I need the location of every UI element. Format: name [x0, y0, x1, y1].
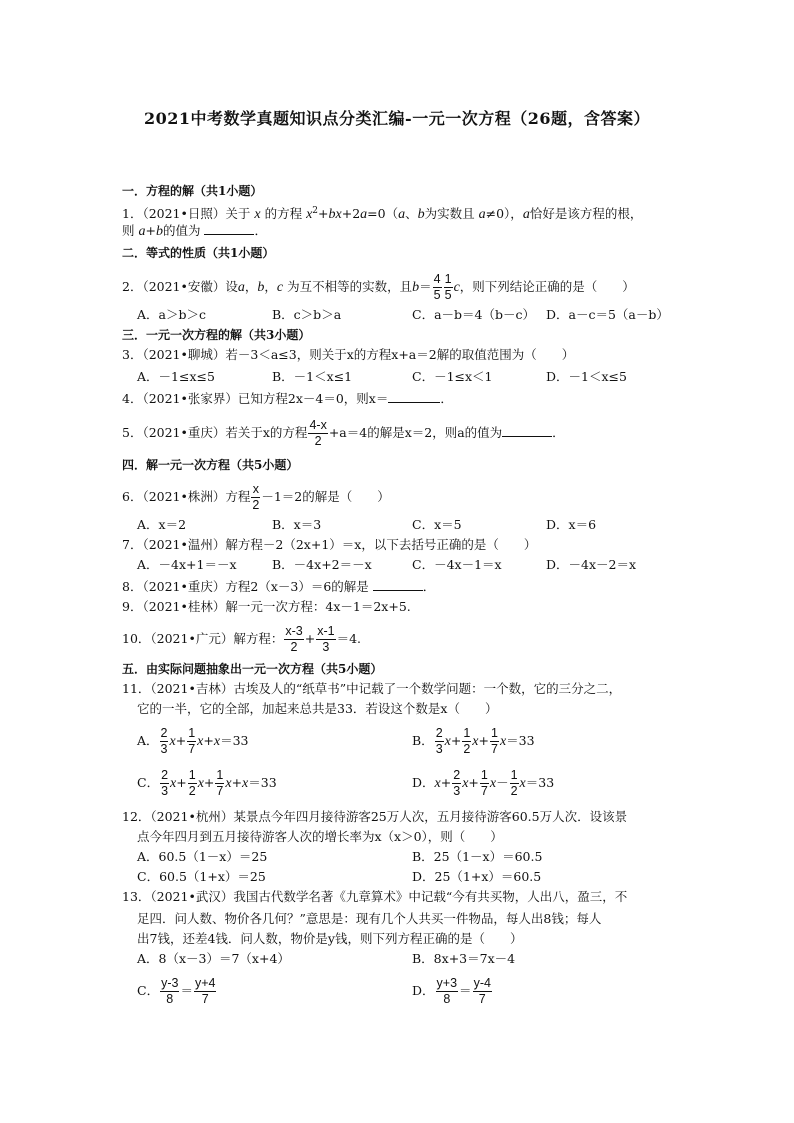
question-10: 10．（2021•广元）解方程： $\frac{x-3}{2}$ + $\frac{x-1}{3}$ ＝4.	[122, 624, 362, 654]
q6-option-a[interactable]: A．x＝2	[137, 517, 187, 532]
q11-option-c[interactable]: C． $\frac{2}{3}$ x+ $\frac{1}{2}$ x+ $\frac{1}{7}$ x+x＝33	[137, 768, 277, 798]
q3-option-a[interactable]: A．－1≤x≤5	[137, 369, 215, 384]
question-7: 7．（2021•温州）解方程－2（2x+1）＝x，以下去括号正确的是（ ）	[122, 537, 537, 552]
section-heading-2: 二．等式的性质（共1小题）	[122, 246, 275, 260]
section-heading-1: 一．方程的解（共1小题）	[122, 184, 263, 198]
q12-option-a[interactable]: A．60.5（1－x）＝25	[137, 849, 268, 864]
q11-option-a[interactable]: A． $\frac{2}{3}$ x+ $\frac{1}{7}$ x+x＝33	[137, 726, 249, 756]
q7-option-b[interactable]: B．－4x+2＝－x	[272, 557, 372, 572]
question-11-line2: 它的一半，它的全部，加起来总共是33．若设这个数是x（ ）	[137, 701, 498, 716]
q13-option-a[interactable]: A．8（x－3）＝7（x+4）	[137, 951, 290, 966]
q13-option-c[interactable]: C． $\frac{y-3}{8}$ ＝ $\frac{y+4}{7}$	[137, 976, 216, 1006]
q3-option-d[interactable]: D．－1＜x≤5	[546, 369, 627, 384]
q2-option-c[interactable]: C．a－b＝4（b－c）	[412, 307, 535, 322]
document-title: 2021中考数学真题知识点分类汇编-一元一次方程（26题，含答案）	[144, 109, 650, 128]
question-5: 5．（2021•重庆）若关于x的方程 $\frac{4-x}{2}$ +a＝4的解是x＝2，则a的值为 ．	[122, 418, 565, 448]
question-1-line2: 则 a+b的值为 ．	[122, 223, 267, 239]
question-12-line2: 点今年四月到五月接待游客人次的增长率为x（x＞0），则（ ）	[137, 829, 503, 844]
q3-option-c[interactable]: C．－1≤x＜1	[412, 369, 493, 384]
q7-option-a[interactable]: A．－4x+1＝－x	[137, 557, 237, 572]
question-6: 6．（2021•株洲）方程 $\frac{x}{2}$ －1＝2的解是（ ）	[122, 482, 390, 512]
answer-blank[interactable]	[204, 222, 254, 235]
q7-option-d[interactable]: D．－4x－2＝x	[546, 557, 637, 572]
answer-blank[interactable]	[373, 578, 423, 591]
q6-option-c[interactable]: C．x＝5	[412, 517, 462, 532]
q12-option-d[interactable]: D．25（1+x）＝60.5	[412, 869, 542, 884]
q2-option-a[interactable]: A．a＞b＞c	[137, 307, 206, 322]
q11-option-d[interactable]: D．x+ $\frac{2}{3}$ x+ $\frac{1}{7}$ x－ $\frac{1}{2}$ x＝33	[412, 768, 555, 798]
q13-option-d[interactable]: D． $\frac{y+3}{8}$ ＝ $\frac{y-4}{7}$	[412, 976, 491, 1006]
q2-option-d[interactable]: D．a－c＝5（a－b）	[546, 307, 669, 322]
question-13-line2: 足四．问人数、物价各几何？”意思是：现有几个人共买一件物品，每人出8钱；每人	[137, 911, 602, 926]
q6-option-b[interactable]: B．x＝3	[272, 517, 322, 532]
question-9: 9．（2021•桂林）解一元一次方程：4x－1＝2x+5.	[122, 599, 411, 614]
answer-blank[interactable]	[388, 390, 440, 403]
q3-option-b[interactable]: B．－1＜x≤1	[272, 369, 353, 384]
question-13-line1: 13．（2021•武汉）我国古代数学名著《九章算术》中记载“今有共买物，人出八，盈三，不	[122, 889, 628, 904]
question-4: 4．（2021•张家界）已知方程2x－4＝0，则x＝ ．	[122, 391, 453, 406]
question-2: 2．（2021•安徽）设a，b，c 为互不相等的实数，且b＝ $\frac{4}{5}$ $\frac{1}{5}$ c，则下列结论正确的是（ ）	[122, 272, 635, 302]
question-1: 1．（2021•日照）关于 x 的方程 $x^2+bx+2a=0(a$、b为实数且 a≠0），a恰好是该方程的根，	[122, 206, 643, 223]
q2-option-b[interactable]: B．c＞b＞a	[272, 307, 342, 322]
question-11-line1: 11．（2021•吉林）古埃及人的“纸草书”中记载了一个数学问题：一个数，它的三分之二，	[122, 681, 622, 696]
section-heading-4: 四．解一元一次方程（共5小题）	[122, 458, 299, 472]
question-3: 3．（2021•聊城）若－3＜a≤3，则关于x的方程x+a＝2解的取值范围为（ ）	[122, 347, 575, 362]
q11-option-b[interactable]: B． $\frac{2}{3}$ x+ $\frac{1}{2}$ x+ $\frac{1}{7}$ x＝33	[412, 726, 535, 756]
q7-option-c[interactable]: C．－4x－1＝x	[412, 557, 502, 572]
q13-option-b[interactable]: B．8x+3＝7x－4	[412, 951, 516, 966]
question-12-line1: 12．（2021•杭州）某景点今年四月接待游客25万人次，五月接待游客60.5万人次．设该景	[122, 809, 628, 824]
section-heading-3: 三．一元一次方程的解（共3小题）	[122, 328, 311, 342]
q12-option-b[interactable]: B．25（1－x）＝60.5	[412, 849, 543, 864]
answer-blank[interactable]	[502, 424, 552, 437]
question-13-line3: 出7钱，还差4钱．问人数，物价是y钱，则下列方程正确的是（ ）	[137, 931, 523, 946]
section-heading-5: 五．由实际问题抽象出一元一次方程（共5小题）	[122, 662, 383, 676]
question-8: 8．（2021•重庆）方程2（x－3）＝6的解是 ．	[122, 579, 436, 594]
q12-option-c[interactable]: C．60.5（1+x）＝25	[137, 869, 266, 884]
q6-option-d[interactable]: D．x＝6	[546, 517, 597, 532]
